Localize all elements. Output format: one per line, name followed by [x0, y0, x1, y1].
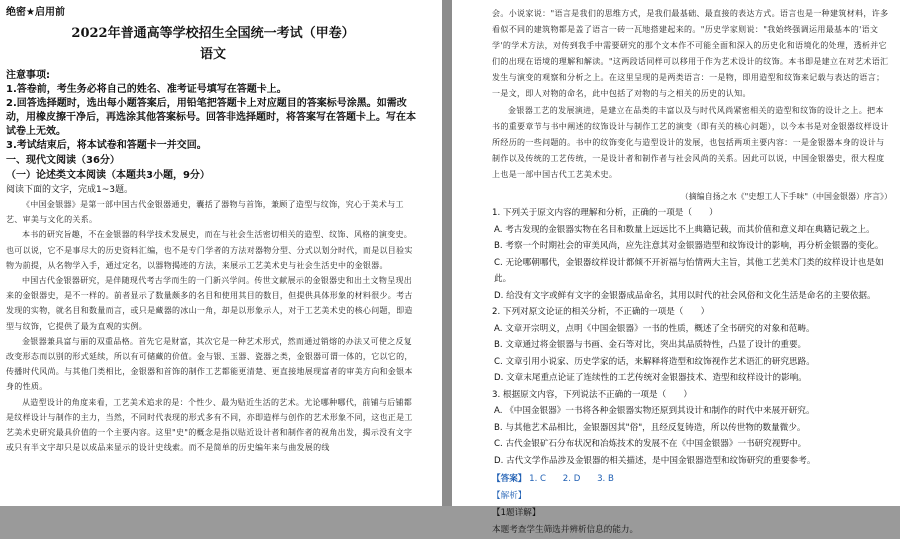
right-page [452, 0, 900, 536]
question-1-option: B. 考察一个时期社会的审美风尚，应先注意其对金银器造型和纹饰设计的影响，再分析金银器的变化。 [494, 241, 884, 252]
question-2-stem: 2. 下列对原文论证的相关分析，不正确的一项是（ ） [492, 307, 710, 318]
subject-title: 语文 [199, 47, 226, 62]
analysis-tag: 【解析】 [492, 491, 527, 502]
question-2-option: A. 文章开宗明义，点明《中国金银器》一书的性质，概述了全书研究的对象和范畴。 [494, 323, 815, 334]
reading-instruction: 阅读下面的文字，完成1~3题。 [6, 185, 133, 195]
passage-paragraph: 会。小说家说："语言是我们的思维方式，是我们最基础、最直接的表达方式。语言也是一种建筑材料，许多看似不同的建筑物都是盖了语言一砖一瓦地搭建起来的。"历史学家则说："我始终强调运用最基本的'语文学'的学术方法，对传到我手中需要研究的那个文本作不可能全面和深入的历史化和语境化的处理，透析并它们的出现在语境的理解和解读。"这两段话同样可以移用于作为艺术设计的纹饰。本书即是建立在对艺术语汇发生与演变的观察和分析之上。在这里呈现的是两类语言：一是物，即用造型和纹饰来记载与表达的语言；一是文，即人对物的命名，此中包括了对物的与之相关的历史的认知。 [492, 9, 889, 99]
question-3-option: A. 《中国金银器》一书将各种金银器实物还原到其设计和制作的时代中来展开研究。 [494, 406, 815, 417]
answer-line [492, 471, 892, 488]
question-3-option: B. 与其他艺术品相比，金银器因其"俗"，且经反复铸造，所以传世物的数量微少。 [494, 422, 806, 433]
passage-paragraph: 本书的研究旨趣，不在金银器的科学技术发展史，而在与社会生活密切相关的造型、纹饰、风格的演变史。也可以说，它不是事尽大的历史资料汇编，也不是专门学者的方法对器物分型、分式以划分时代，而是以目验实物为前提，从名物学入手，通过定名，以器物揭迹的方法，来展示工艺美术史与社会生活史中的金银器。 [6, 230, 413, 270]
passage-paragraph: 从造型设计的角度来看，工艺美术追求的是：个性少、最为贴近生活的艺术。尤论哪种哪代，前铺与后铺都是纹样设计与制作的主力，当然，不同时代表现的形式多有不同，亦即造样与创作的艺术形象不同，这也正是工艺美术史研究最具价值的一个主要内容。这里"史"的概念是指以贴近设计者和制作者的视角出发，揭示没有文字或只有半文字却只是以成品来显示的设计史线索。而不是简单的历史编年来与曲发展的线 [6, 397, 413, 453]
notice-title: 注意事项: [6, 70, 50, 81]
page-gutter [442, 0, 452, 506]
passage-paragraph: 中国古代金银器研究，是伴随现代考古学而生的一门新兴学问。传世文献展示的金银器史和出土文物呈现出来的金银器史，是不一样的。前者显示了数量颇多的名目和使用其目的数目，但提供具体形象的材料很少。考古发现的实物，就名目和数量而言，或只是藏器的冰山一角，却是以形象示人，对于工艺美术史的核心问题，即造型与纹饰，它提供了最为直观的实例。 [6, 276, 413, 331]
answer-value: 2. D [562, 474, 581, 485]
q1-analysis-tag: 【1题详解】 [492, 508, 541, 519]
passage-paragraph: 《中国金银器》是第一部中国古代金银器通史，囊括了器物与首饰，兼顾了造型与纹饰，究心于美术与工艺、审美与文化的关系。 [6, 200, 404, 225]
question-2-option: B. 文章通过将金银器与书画、金石等对比，突出其品质特性，凸显了设计的重要。 [494, 340, 807, 351]
q1-analysis-text: 本题考查学生筛选并辨析信息的能力。 [492, 525, 639, 536]
question-3-option: D. 古代文学作品涉及金银器的相关描述，是中国金银器造型和纹饰研究的重要参考。 [494, 455, 816, 466]
question-2-option: C. 文章引用小说家、历史学家的话，来解释将造型和纹饰视作艺术语汇的研究思路。 [494, 356, 815, 367]
question-1-option: C. 无论哪朝哪代，金银器纹样设计都倾不开祈福与怡情两大主旨，其他工艺美术门类的纹样设计也是如此。 [494, 257, 884, 285]
answer-value: 3. B [597, 474, 614, 485]
question-1-option: D. 给没有文字或鲜有文字的金银器成品命名，其用以时代的社会风俗和文化生活是命名的主要依据。 [494, 290, 876, 301]
subsection-heading: （一）论述类文本阅读（本题共3小题，9分） [6, 170, 210, 181]
confidential-header: 绝密★启用前 [6, 7, 65, 18]
section-heading: 一、现代文阅读（36分） [6, 155, 120, 166]
left-page [0, 0, 442, 506]
question-3-stem: 3. 根据原文内容，下列说法不正确的一项是（ ） [492, 389, 692, 400]
question-1-stem: 1. 下列关于原文内容的理解和分析，正确的一项是（ ） [492, 208, 718, 219]
passage-source: （摘编自扬之水《"史想工人下手味"（中国金银器）序言》） [680, 192, 892, 202]
question-1-option: A. 考古发现的金银器实物在名目和数量上远远比不上典籍记载，而其价值和意义却在典籍记载之上。 [494, 224, 875, 235]
exam-title: 2022年普通高等学校招生全国统一考试（甲卷） [71, 26, 355, 41]
notice-item: 1.答卷前，考生务必将自己的姓名、准考证号填写在答题卡上。 [6, 84, 287, 95]
notice-item: 2.回答选择题时，选出每小题答案后，用铅笔把答题卡上对应题目的答案标号涂黑。如需改动，用橡皮擦干净后，再选涂其他答案标号。回答非选择题时，将答案写在答题卡上。写在本试卷上无效。 [6, 98, 416, 137]
notice-item: 3.考试结束后，将本试卷和答题卡一并交回。 [6, 140, 207, 151]
question-2-option: D. 文章末尾重点论证了连续性的工艺传统对金银器技术、造型和纹样设计的影响。 [494, 373, 807, 384]
answer-value: 1. C [529, 474, 547, 485]
answer-tag: 【答案】 [492, 474, 527, 485]
passage-paragraph: 金银器兼具富与丽的双重品格。首先它是财富，其次它是一种艺术形式，然而通过销熔的办法又可使之反复改变形态而以别的形式延续，所以有可储藏的价值。金与银、玉器、瓷器之类，金银器可谓一体的，它以它的，传播时代风尚。与其他门类相比，金银器和首饰的制作工艺都能更清楚、更直接地展现富者的审美方向和金银本身的性质。 [6, 336, 413, 392]
question-3-option: C. 古代金银矿石分布状况和冶炼技术的发展不在《中国金银器》一书研究视野中。 [494, 439, 807, 450]
passage-paragraph: 金银器工艺的发展演进，是建立在品类的丰富以及与时代风尚紧密相关的造型和纹饰的设计之上。把本书的重要章节与书中阐述的纹饰设计与制作工艺的演变（即有关的核心问题），以今本书是对金银器纹样设计所经历的一些问题的。书中的纹饰变化与造型设计的发展，也包括两项主要内容：一是金银器本身的设计与制作以及传统的工艺传统，一是设计者和制作者与社会风尚的关系。因此可以说，中国金银器史，很大程度上也是一部中国古代工艺美术史。 [492, 105, 889, 179]
